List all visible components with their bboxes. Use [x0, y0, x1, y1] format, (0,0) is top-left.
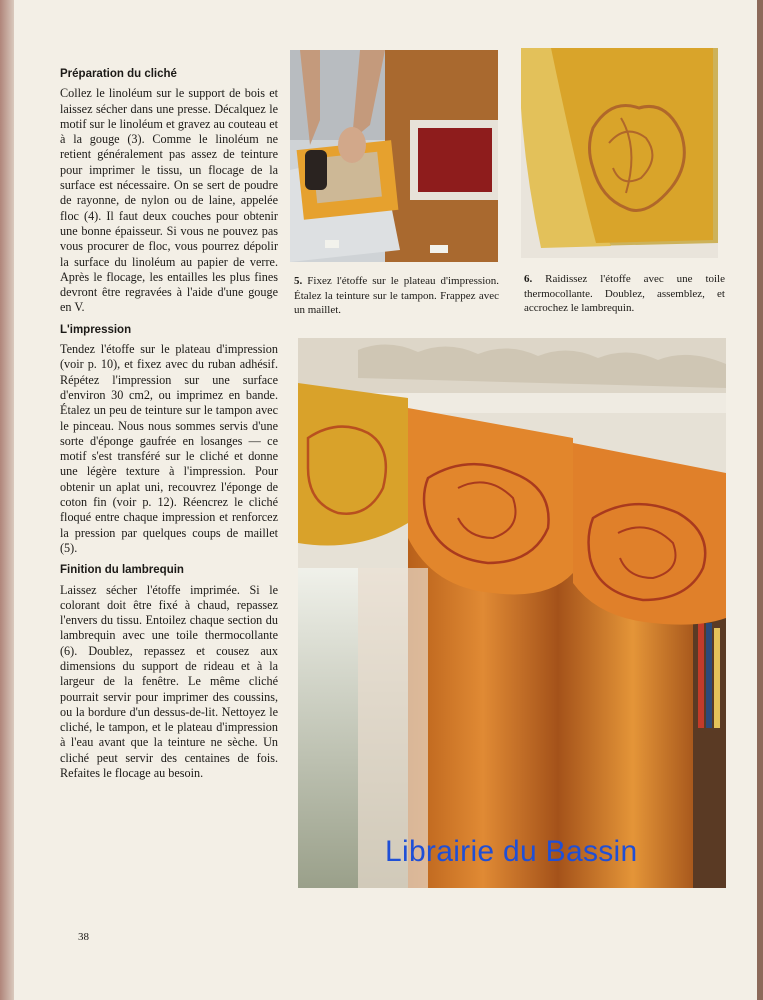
- caption-5-text: Fixez l'étoffe sur le plateau d'impression. Étalez la teinture sur le tampon. Frappez avec un maillet.: [294, 275, 499, 316]
- page-number: 38: [78, 931, 89, 943]
- caption-5-number: 5.: [294, 275, 303, 287]
- caption-photo-5: [294, 274, 499, 318]
- heading-impression: L'impression: [60, 323, 132, 336]
- book-spine-edge: [0, 0, 14, 1000]
- caption-6-text: Raidissez l'étoffe avec une toile thermocollante. Doublez, assemblez, et accrochez le lambrequin.: [524, 273, 725, 314]
- photo-valance-curtain: [298, 338, 726, 888]
- heading-preparation: Préparation du cliché: [60, 68, 177, 80]
- caption-photo-6: [524, 272, 725, 316]
- watermark-text: Librairie du Bassin: [385, 835, 638, 868]
- paragraph-preparation: Collez le linoléum sur le support de bois et laissez sécher dans une presse. Décalquez le motif sur le linoléum et gravez au couteau et à la gouge (3). Comme le linoléum ne retient généralement pas assez de teinture pour imprimer le tissu, un flocage de la surface est nécessaire. On se sert de poudre de rayonne, de nylon ou de laine, appelée floc (4). Il faut deux couches pour obtenir une bonne épaisseur. Si vous ne pouvez pas vous procurer de floc, vous pourrez dépolir la surface du linoléum au papier de verre. Après le flocage, les entailles les plus fines devront être regravées à l'aide d'une gouge en V.: [60, 86, 278, 315]
- paragraph-impression: Tendez l'étoffe sur le plateau d'impression (voir p. 10), et fixez avec du ruban adhésif. Répétez l'impression sur une surface d'environ 30 cm2, ou imprimez en bande. Étalez un peu de teinture sur le tampon avec le pinceau. Nous nous sommes servis d'une sorte d'éponge gaufrée en losanges — ce motif s'est transféré sur le cliché et donne une légère texture à l'impression. Pour obtenir un aplat uni, recouvrez l'éponge de coton fin (voir p. 12). Réencrez le cliché floqué entre chaque impression et renforcez la pression par quelques coups de maillet (5).: [60, 342, 278, 555]
- text-column: [60, 60, 278, 781]
- photo-stiffened-fabric: [521, 48, 718, 258]
- caption-6-number: 6.: [524, 273, 533, 285]
- photo-printing-step: [290, 50, 498, 262]
- paragraph-finition: Laissez sécher l'étoffe imprimée. Si le colorant doit être fixé à chaud, repassez l'envers du tissu. Entoilez chaque section du lambrequin avec une toile thermocollante (6). Doublez, repassez et cousez aux dimensions du support de rideau et à la largeur de la fenêtre. Le même cliché pourrait servir pour imprimer des coussins, ou la bordure d'un dessus-de-lit. Nettoyez le cliché, le tampon, et le plateau d'impression à l'eau avant que la teinture ne sèche. Un cliché peut servir des centaines de fois. Refaites le flocage au besoin.: [60, 582, 278, 781]
- heading-finition: Finition du lambrequin: [60, 564, 184, 577]
